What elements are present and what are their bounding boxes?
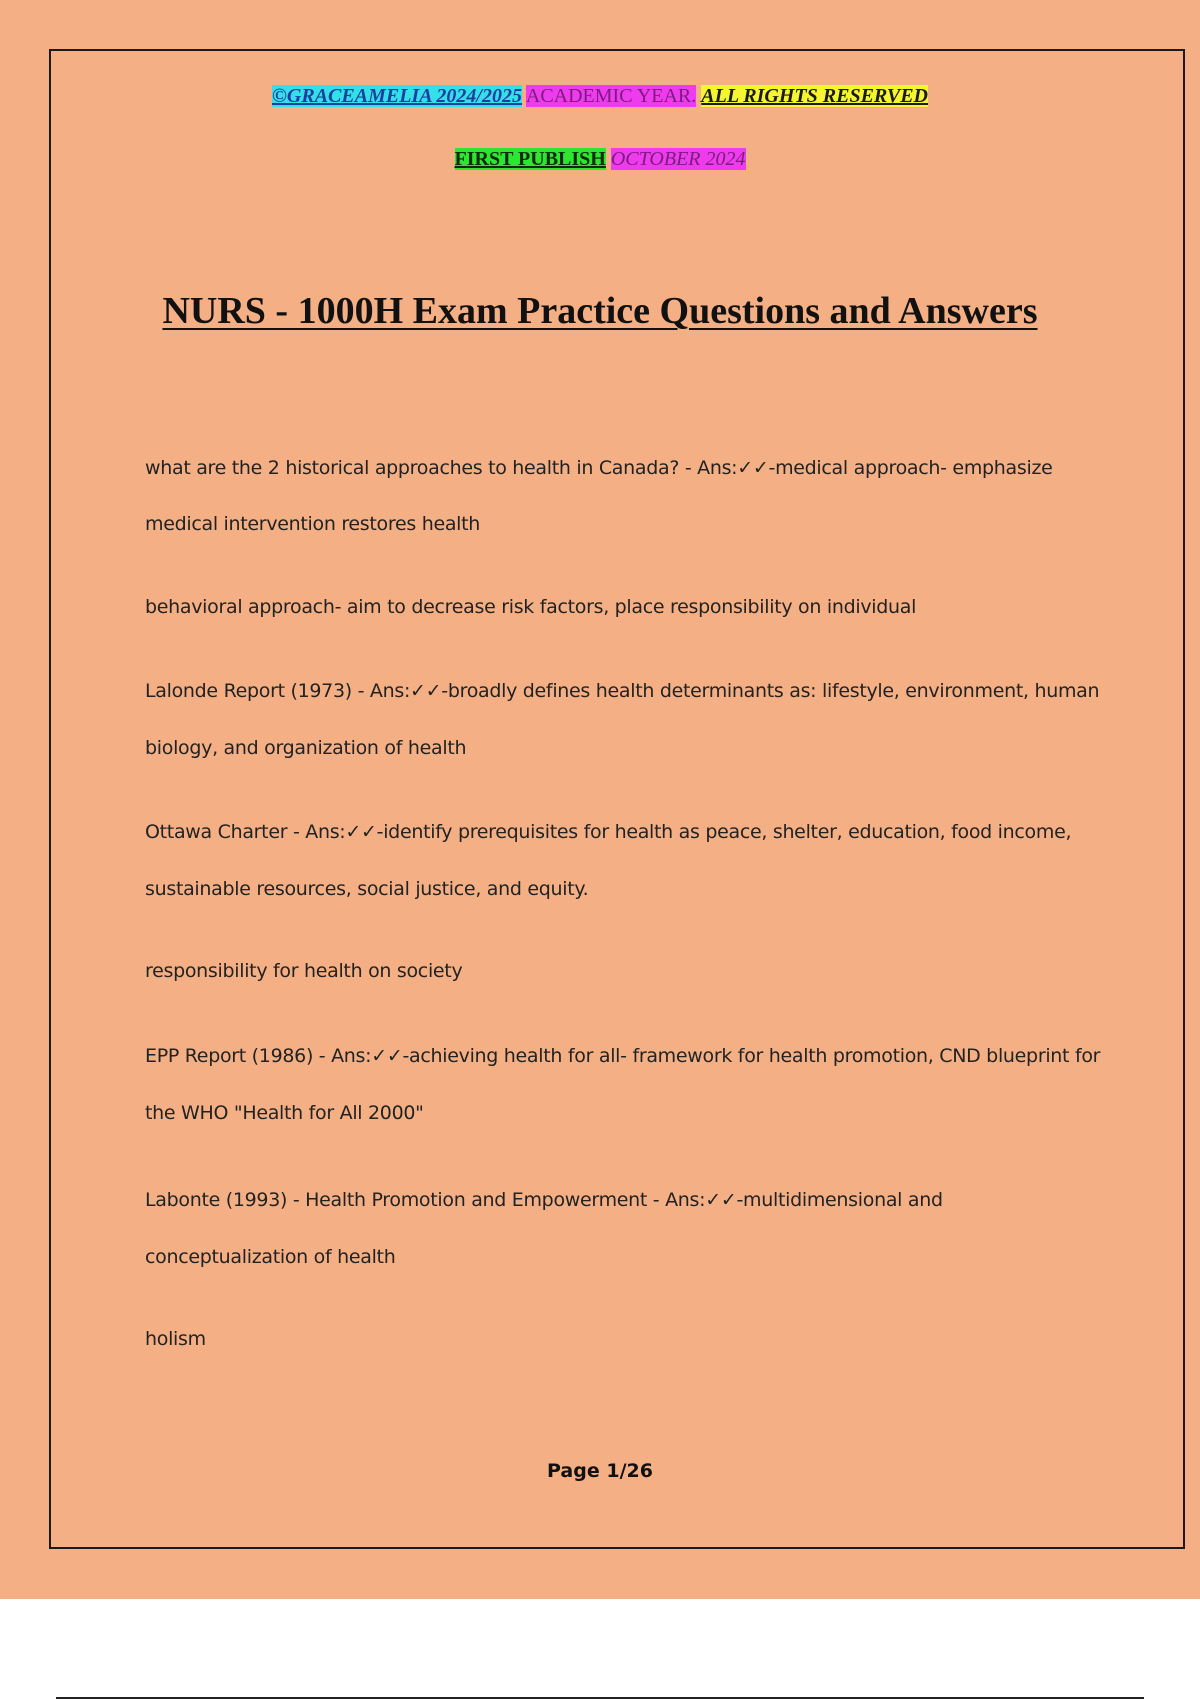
qa-line: medical intervention restores health (145, 513, 481, 535)
qa-line: Lalonde Report (1973) - Ans:✓✓-broadly defines health determinants as: lifestyle, environment, human (145, 680, 1100, 702)
qa-line: behavioral approach- aim to decrease risk factors, place responsibility on individual (145, 596, 917, 618)
copyright-text: ©GRACEAMELIA 2024/2025 (271, 85, 522, 107)
qa-line: holism (145, 1328, 206, 1350)
next-page-divider (56, 1697, 1144, 1699)
first-publish-text: FIRST PUBLISH (454, 148, 606, 170)
qa-line: biology, and organization of health (145, 737, 467, 759)
page-number: Page 1/26 (547, 1460, 653, 1482)
publish-date-text: OCTOBER 2024 (610, 148, 746, 170)
qa-line: EPP Report (1986) - Ans:✓✓-achieving health for all- framework for health promotion, CND blueprint for (145, 1045, 1101, 1067)
qa-line: Labonte (1993) - Health Promotion and Empowerment - Ans:✓✓-multidimensional and (145, 1189, 943, 1211)
qa-line: Ottawa Charter - Ans:✓✓-identify prerequisites for health as peace, shelter, education, food income, (145, 821, 1072, 843)
academic-year-text: ACADEMIC YEAR. (525, 85, 697, 107)
qa-line: responsibility for health on society (145, 960, 463, 982)
qa-line: sustainable resources, social justice, and equity. (145, 878, 589, 900)
copyright-line (0, 84, 1200, 108)
publish-line (0, 147, 1200, 171)
rights-text: ALL RIGHTS RESERVED (701, 85, 929, 107)
qa-line: the WHO "Health for All 2000" (145, 1102, 424, 1124)
qa-line: conceptualization of health (145, 1246, 396, 1268)
document-title: NURS - 1000H Exam Practice Questions and Answers (162, 290, 1038, 332)
qa-line: what are the 2 historical approaches to health in Canada? - Ans:✓✓-medical approach- emphasize (145, 457, 1053, 479)
